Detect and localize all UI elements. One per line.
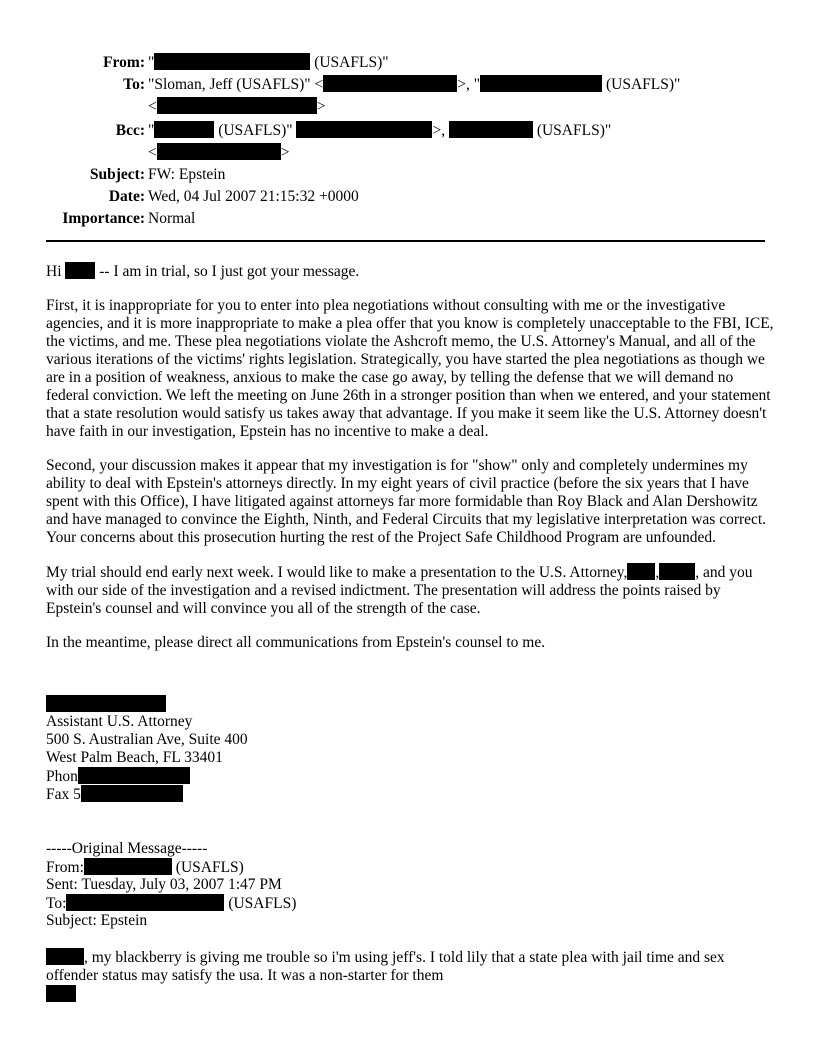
redaction-box <box>323 75 457 92</box>
redaction-box <box>659 563 695 580</box>
signature-address-1: 500 S. Australian Ave, Suite 400 <box>46 731 248 748</box>
redaction-box <box>81 785 183 802</box>
signature-address-2: West Palm Beach, FL 33401 <box>46 749 223 766</box>
greeting: Hi -- I am in trial, so I just got your message. <box>46 263 360 280</box>
redaction-box <box>46 695 166 712</box>
paragraph-4: In the meantime, please direct all communications from Epstein's counsel to me. <box>46 634 546 651</box>
redaction-box <box>627 563 655 580</box>
from-value: " (USAFLS)" <box>148 54 389 71</box>
subject-label: Subject: <box>89 166 145 183</box>
original-subject: Subject: Epstein <box>46 912 148 929</box>
importance-value: Normal <box>148 210 196 227</box>
email-header <box>0 52 816 230</box>
paragraph-3: My trial should end early next week. I would like to make a presentation to the U.S. Attorney, , , and you with our side of the investigation and a revised indictment. The presentation will address the points raised by Epstein's counsel and will convince you all of the strength of the case. <box>46 564 753 617</box>
redaction-box <box>84 858 172 875</box>
redaction-box <box>296 121 432 138</box>
header-divider <box>46 240 765 242</box>
redaction-box <box>157 97 317 114</box>
bcc-label: Bcc: <box>115 122 145 139</box>
to-row-continued <box>0 96 816 118</box>
subject-row <box>0 164 816 186</box>
original-message-divider: -----Original Message----- <box>46 840 208 857</box>
to-value-continued: < > <box>148 98 326 115</box>
signature-block <box>46 695 248 803</box>
redaction-box <box>46 985 76 1002</box>
date-row <box>0 186 816 208</box>
original-to: To: (USAFLS) <box>46 895 297 912</box>
paragraph-1: First, it is inappropriate for you to enter into plea negotiations without consulting with me or the investigative agencies, and it is more inappropriate to make a plea offer that you know is completely unacceptable to the FBI, ICE, the victims, and me. These plea negotiations violate the Ashcroft memo, the U.S. Attorney's Manual, and all of the various iterations of the victims' rights legislation. Strategically, you have started the plea negotiations as though we are in a position of weakness, anxious to make the case go away, by telling the defense that we will demand no federal conviction. We left the meeting on June 26th in a stronger position than when we entered, and your statement that a state resolution would satisfy us takes away that advantage. If you make it seem like the U.S. Attorney doesn't have faith in our investigation, Epstein has no incentive to make a deal. <box>46 297 774 440</box>
original-from: From: (USAFLS) <box>46 859 244 876</box>
redaction-box <box>46 948 84 965</box>
redaction-box <box>449 121 533 138</box>
redaction-box <box>157 143 281 160</box>
subject-value: FW: Epstein <box>148 166 226 183</box>
redaction-box <box>66 894 224 911</box>
redaction-box <box>78 767 190 784</box>
signature-phone: Phon <box>46 767 248 785</box>
redaction-box <box>480 75 602 92</box>
from-label: From: <box>103 54 145 71</box>
to-row <box>0 74 816 96</box>
redaction-box <box>65 262 95 279</box>
email-body <box>46 262 774 668</box>
original-message-header <box>46 840 296 930</box>
original-text: , my blackberry is giving me trouble so i'm using jeff's. I told lily that a state plea with jail time and sex offender status may satisfy the usa. It was a non-starter for them <box>46 949 725 984</box>
original-sent: Sent: Tuesday, July 03, 2007 1:47 PM <box>46 876 282 893</box>
signature-name <box>46 695 248 713</box>
to-label: To: <box>123 76 145 93</box>
date-label: Date: <box>108 188 145 205</box>
from-row <box>0 52 816 74</box>
redaction-box <box>154 53 310 70</box>
original-signoff <box>46 985 774 1004</box>
bcc-row <box>0 120 816 142</box>
to-value: "Sloman, Jeff (USAFLS)" < >, " (USAFLS)" <box>148 76 681 93</box>
date-value: Wed, 04 Jul 2007 21:15:32 +0000 <box>148 188 359 205</box>
signature-title: Assistant U.S. Attorney <box>46 713 193 730</box>
redaction-box <box>154 121 214 138</box>
paragraph-2: Second, your discussion makes it appear that my investigation is for "show" only and completely undermines my ability to deal with Epstein's attorneys directly. In my eight years of civil practice (before the six years that I have spent with this Office), I have litigated against attorneys far more formidable than Roy Black and Alan Dershowitz and have managed to convince the Eighth, Ninth, and Federal Circuits that my legislative interpretation was correct. Your concerns about this prosecution hurting the rest of the Project Safe Childhood Program are unfounded. <box>46 457 767 546</box>
original-message-body <box>46 948 774 1004</box>
bcc-row-continued <box>0 142 816 164</box>
importance-row <box>0 208 816 230</box>
importance-label: Importance: <box>62 210 145 227</box>
bcc-value: " (USAFLS)" >, (USAFLS)" <box>148 122 612 139</box>
bcc-value-continued: < > <box>148 144 290 161</box>
signature-fax: Fax 5 <box>46 785 248 803</box>
